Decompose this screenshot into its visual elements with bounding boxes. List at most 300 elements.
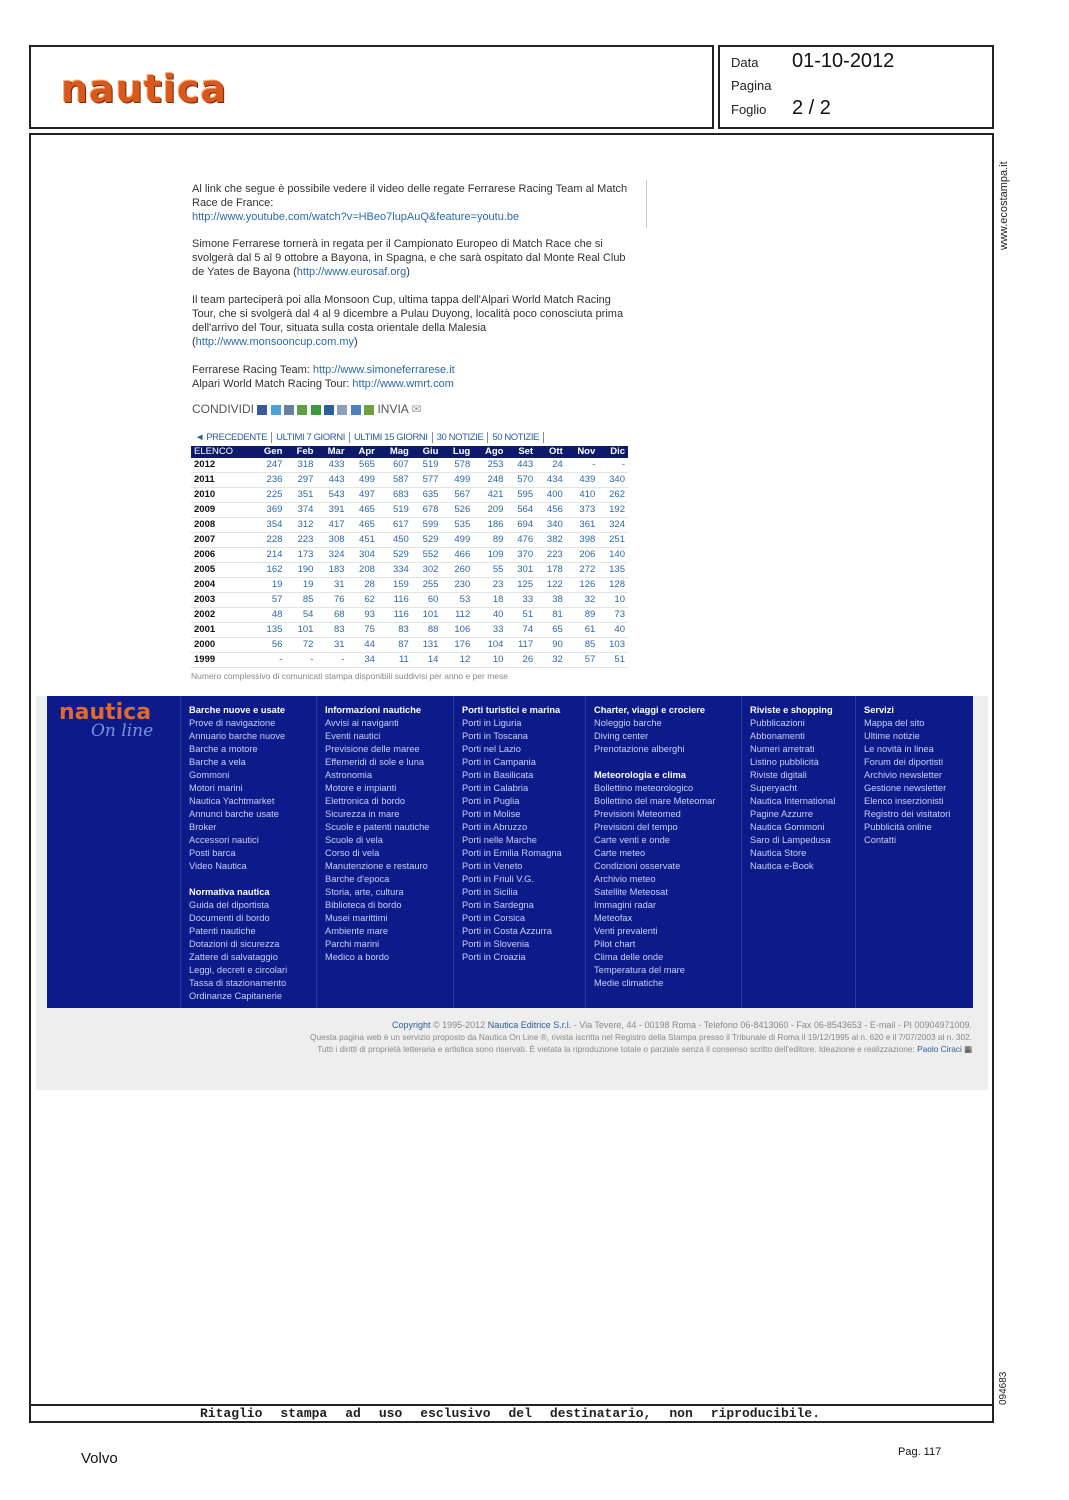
nav-section-heading[interactable]: Porti turistici e marina [462, 705, 561, 715]
nav-link[interactable]: Manutenzione e restauro [325, 861, 428, 871]
count-cell[interactable]: 112 [441, 608, 473, 623]
count-cell[interactable]: 90 [536, 638, 566, 653]
nav-link[interactable]: Prove di navigazione [189, 718, 276, 728]
live-icon[interactable] [351, 405, 361, 415]
google-icon[interactable] [311, 405, 321, 415]
nav-link[interactable]: Barche a motore [189, 744, 258, 754]
count-cell[interactable]: 398 [566, 533, 599, 548]
nav-link[interactable]: Saro di Lampedusa [750, 835, 831, 845]
count-cell[interactable]: 33 [473, 623, 506, 638]
count-cell[interactable]: 56 [252, 638, 285, 653]
count-cell[interactable]: 439 [566, 473, 599, 488]
envelope-icon[interactable]: ✉ [411, 402, 422, 416]
nav-section-heading[interactable]: Charter, viaggi e crociere [594, 705, 706, 715]
nav-link[interactable]: Previsione delle maree [325, 744, 420, 754]
count-cell[interactable]: 369 [252, 503, 285, 518]
count-cell[interactable]: 248 [473, 473, 506, 488]
count-cell[interactable]: 382 [536, 533, 566, 548]
nav-link[interactable]: Porti in Abruzzo [462, 822, 528, 832]
count-cell[interactable]: - [285, 653, 316, 668]
count-cell[interactable]: 68 [316, 608, 347, 623]
nav-link[interactable]: Porti in Toscana [462, 731, 528, 741]
nav-link[interactable]: Porti nel Lazio [462, 744, 521, 754]
nav-link[interactable]: Le novità in linea [864, 744, 934, 754]
count-cell[interactable]: 83 [316, 623, 347, 638]
count-cell[interactable]: 101 [412, 608, 442, 623]
count-cell[interactable]: 214 [252, 548, 285, 563]
count-cell[interactable]: 617 [378, 518, 412, 533]
nav-link[interactable]: Corso di vela [325, 848, 380, 858]
count-cell[interactable]: 19 [285, 578, 316, 593]
nav-link[interactable]: Avvisi ai naviganti [325, 718, 399, 728]
count-cell[interactable]: 24 [536, 458, 566, 473]
count-cell[interactable]: 260 [441, 563, 473, 578]
count-cell[interactable]: 465 [348, 503, 378, 518]
send-label[interactable]: INVIA [377, 402, 409, 416]
count-cell[interactable]: 190 [285, 563, 316, 578]
count-cell[interactable]: 61 [566, 623, 599, 638]
nav-link[interactable]: Eventi nautici [325, 731, 381, 741]
count-cell[interactable]: 308 [316, 533, 347, 548]
count-cell[interactable]: 694 [506, 518, 536, 533]
count-cell[interactable]: 570 [506, 473, 536, 488]
count-cell[interactable]: 361 [566, 518, 599, 533]
count-cell[interactable]: 88 [412, 623, 442, 638]
count-cell[interactable]: 577 [412, 473, 442, 488]
nav-link[interactable]: Ordinanze Capitanerie [189, 991, 283, 1001]
technorati-icon[interactable] [364, 405, 374, 415]
count-cell[interactable]: 62 [348, 593, 378, 608]
count-cell[interactable]: 40 [598, 623, 628, 638]
count-cell[interactable]: 302 [412, 563, 442, 578]
nav-link[interactable]: Pilot chart [594, 939, 636, 949]
count-cell[interactable]: 247 [252, 458, 285, 473]
count-cell[interactable]: 57 [252, 593, 285, 608]
nav-link[interactable]: Porti in Liguria [462, 718, 522, 728]
count-cell[interactable]: 599 [412, 518, 442, 533]
count-cell[interactable]: 595 [506, 488, 536, 503]
count-cell[interactable]: 74 [506, 623, 536, 638]
nav-link[interactable]: Nautica International [750, 796, 836, 806]
nav-link[interactable]: Porti in Veneto [462, 861, 523, 871]
ferrarese-link[interactable]: http://www.simoneferrarese.it [312, 364, 455, 376]
nav-link[interactable]: Nautica Yachtmarket [189, 796, 275, 806]
nav-link[interactable]: Porti in Costa Azzurra [462, 926, 552, 936]
count-cell[interactable]: 135 [598, 563, 628, 578]
nav-link[interactable]: Annunci barche usate [189, 809, 279, 819]
nav-link[interactable]: Annuario barche nuove [189, 731, 286, 741]
nav-link[interactable]: Pubblicazioni [750, 718, 805, 728]
digg-icon[interactable] [324, 405, 334, 415]
nav-link[interactable]: Ultime notizie [864, 731, 920, 741]
nav-section-heading[interactable]: Informazioni nautiche [325, 705, 422, 715]
count-cell[interactable]: 31 [316, 578, 347, 593]
count-cell[interactable]: 236 [252, 473, 285, 488]
count-cell[interactable]: 54 [285, 608, 316, 623]
nav-link[interactable]: Porti in Puglia [462, 796, 520, 806]
nav-link[interactable]: Porti in Croazia [462, 952, 526, 962]
nav-link[interactable]: Barche d'epoca [325, 874, 390, 884]
count-cell[interactable]: 55 [473, 563, 506, 578]
nav-link[interactable]: Biblioteca di bordo [325, 900, 402, 910]
count-cell[interactable]: 93 [348, 608, 378, 623]
nav-link[interactable]: Pubblicità online [864, 822, 932, 832]
count-cell[interactable]: 519 [412, 458, 442, 473]
count-cell[interactable]: 456 [536, 503, 566, 518]
nav-link[interactable]: Scuole e patenti nautiche [325, 822, 430, 832]
count-cell[interactable]: 206 [566, 548, 599, 563]
count-cell[interactable]: 391 [316, 503, 347, 518]
nav-section-heading[interactable]: Servizi [864, 705, 894, 715]
count-cell[interactable]: 340 [536, 518, 566, 533]
nav-link[interactable]: Porti in Molise [462, 809, 521, 819]
count-cell[interactable]: 176 [441, 638, 473, 653]
nav-link[interactable]: Clima delle onde [594, 952, 664, 962]
nav-link[interactable]: Diving center [594, 731, 649, 741]
nav-link[interactable]: Medico a bordo [325, 952, 390, 962]
nav-link[interactable]: Musei marittimi [325, 913, 388, 923]
count-cell[interactable]: 297 [285, 473, 316, 488]
count-cell[interactable]: 162 [252, 563, 285, 578]
count-cell[interactable]: 451 [348, 533, 378, 548]
count-cell[interactable]: 417 [316, 518, 347, 533]
count-cell[interactable]: 400 [536, 488, 566, 503]
count-cell[interactable]: 75 [348, 623, 378, 638]
count-cell[interactable]: 251 [598, 533, 628, 548]
nav-link[interactable]: Porti in Emilia Romagna [462, 848, 562, 858]
nav-link[interactable]: Scuole di vela [325, 835, 383, 845]
nav-link[interactable]: Prenotazione alberghi [594, 744, 685, 754]
nav-link[interactable]: Venti prevalenti [594, 926, 658, 936]
nav-link[interactable]: Gestione newsletter [864, 783, 947, 793]
count-cell[interactable]: 57 [566, 653, 599, 668]
count-cell[interactable]: 76 [316, 593, 347, 608]
nav-link[interactable]: Abbonamenti [750, 731, 805, 741]
count-cell[interactable]: 578 [441, 458, 473, 473]
count-cell[interactable]: 53 [441, 593, 473, 608]
count-cell[interactable]: 38 [536, 593, 566, 608]
count-cell[interactable]: 10 [598, 593, 628, 608]
nav-link[interactable]: Superyacht [750, 783, 798, 793]
count-cell[interactable]: 33 [506, 593, 536, 608]
count-cell[interactable]: 178 [536, 563, 566, 578]
count-cell[interactable]: 683 [378, 488, 412, 503]
nav-link[interactable]: Porti in Basilicata [462, 770, 534, 780]
monsooncup-link[interactable]: http://www.monsooncup.com.my [195, 336, 355, 348]
count-cell[interactable]: 354 [252, 518, 285, 533]
tab-50-news[interactable]: 50 NOTIZIE [488, 432, 544, 443]
count-cell[interactable]: 28 [348, 578, 378, 593]
count-cell[interactable]: 223 [536, 548, 566, 563]
nav-link[interactable]: Bollettino del mare Meteomar [594, 796, 716, 806]
count-cell[interactable]: 519 [378, 503, 412, 518]
count-cell[interactable]: 26 [506, 653, 536, 668]
nav-link[interactable]: Forum dei diportisti [864, 757, 944, 767]
delicious-icon[interactable] [297, 405, 307, 415]
count-cell[interactable]: 499 [348, 473, 378, 488]
count-cell[interactable]: 89 [473, 533, 506, 548]
count-cell[interactable]: 324 [316, 548, 347, 563]
count-cell[interactable]: 374 [285, 503, 316, 518]
count-cell[interactable]: 443 [506, 458, 536, 473]
count-cell[interactable]: 318 [285, 458, 316, 473]
nav-link[interactable]: Pagine Azzurre [750, 809, 814, 819]
nav-section-heading[interactable]: Riviste e shopping [750, 705, 833, 715]
publisher-link[interactable]: Nautica Editrice S.r.l. [487, 1020, 572, 1030]
nav-link[interactable]: Elettronica di bordo [325, 796, 406, 806]
count-cell[interactable]: - [566, 458, 599, 473]
count-cell[interactable]: 301 [506, 563, 536, 578]
count-cell[interactable]: 228 [252, 533, 285, 548]
count-cell[interactable]: - [316, 653, 347, 668]
count-cell[interactable]: 126 [566, 578, 599, 593]
nav-link[interactable]: Previsioni del tempo [594, 822, 678, 832]
nav-section-heading[interactable]: Barche nuove e usate [189, 705, 286, 715]
nav-link[interactable]: Porti in Calabria [462, 783, 529, 793]
count-cell[interactable]: 173 [285, 548, 316, 563]
nav-link[interactable]: Porti in Sicilia [462, 887, 518, 897]
count-cell[interactable]: 499 [441, 473, 473, 488]
count-cell[interactable]: 135 [252, 623, 285, 638]
count-cell[interactable]: 128 [598, 578, 628, 593]
count-cell[interactable]: 564 [506, 503, 536, 518]
count-cell[interactable]: 312 [285, 518, 316, 533]
tab-previous[interactable]: ◄ PRECEDENTE [191, 432, 272, 443]
youtube-link[interactable]: http://www.youtube.com/watch?v=HBeo7lupAuQ&feature=youtu.be [192, 211, 520, 223]
count-cell[interactable]: 255 [412, 578, 442, 593]
nav-link[interactable]: Meteofax [594, 913, 633, 923]
count-cell[interactable]: 87 [378, 638, 412, 653]
author-link[interactable]: Paolo Ciraci [917, 1044, 962, 1054]
nav-link[interactable]: Satellite Meteosat [594, 887, 668, 897]
myspace-icon[interactable] [284, 405, 294, 415]
count-cell[interactable]: 89 [566, 608, 599, 623]
count-cell[interactable]: 324 [598, 518, 628, 533]
count-cell[interactable]: 44 [348, 638, 378, 653]
count-cell[interactable]: - [598, 458, 628, 473]
count-cell[interactable]: 81 [536, 608, 566, 623]
count-cell[interactable]: 434 [536, 473, 566, 488]
nav-link[interactable]: Motore e impianti [325, 783, 397, 793]
nav-link[interactable]: Porti in Friuli V.G. [462, 874, 534, 884]
nav-link[interactable]: Immagini radar [594, 900, 657, 910]
count-cell[interactable]: 32 [566, 593, 599, 608]
count-cell[interactable]: 499 [441, 533, 473, 548]
nav-link[interactable]: Nautica e-Book [750, 861, 814, 871]
nav-link[interactable]: Listino pubblicità [750, 757, 819, 767]
count-cell[interactable]: 565 [348, 458, 378, 473]
count-cell[interactable]: 11 [378, 653, 412, 668]
count-cell[interactable]: 31 [316, 638, 347, 653]
count-cell[interactable]: 443 [316, 473, 347, 488]
nav-link[interactable]: Porti in Slovenia [462, 939, 530, 949]
nav-link[interactable]: Documenti di bordo [189, 913, 270, 923]
count-cell[interactable]: 535 [441, 518, 473, 533]
count-cell[interactable]: 131 [412, 638, 442, 653]
count-cell[interactable]: 410 [566, 488, 599, 503]
eurosaf-link[interactable]: http://www.eurosaf.org [296, 266, 407, 278]
nav-link[interactable]: Nautica Gommoni [750, 822, 825, 832]
count-cell[interactable]: 450 [378, 533, 412, 548]
nav-link[interactable]: Porti in Sardegna [462, 900, 534, 910]
count-cell[interactable]: 466 [441, 548, 473, 563]
count-cell[interactable]: 40 [473, 608, 506, 623]
count-cell[interactable]: 18 [473, 593, 506, 608]
count-cell[interactable]: - [252, 653, 285, 668]
count-cell[interactable]: 14 [412, 653, 442, 668]
count-cell[interactable]: 433 [316, 458, 347, 473]
count-cell[interactable]: 529 [378, 548, 412, 563]
count-cell[interactable]: 10 [473, 653, 506, 668]
count-cell[interactable]: 60 [412, 593, 442, 608]
nav-link[interactable]: Dotazioni di sicurezza [189, 939, 280, 949]
nav-link[interactable]: Elenco inserzionisti [864, 796, 944, 806]
nav-link[interactable]: Mappa del sito [864, 718, 925, 728]
count-cell[interactable]: 351 [285, 488, 316, 503]
facebook-icon[interactable] [257, 405, 267, 415]
count-cell[interactable]: 253 [473, 458, 506, 473]
yahoo-icon[interactable] [337, 405, 347, 415]
nav-link[interactable]: Posti barca [189, 848, 236, 858]
count-cell[interactable]: 587 [378, 473, 412, 488]
nav-link[interactable]: Porti nelle Marche [462, 835, 537, 845]
nav-link[interactable]: Riviste digitali [750, 770, 807, 780]
nautica-online-logo[interactable] [59, 700, 154, 741]
count-cell[interactable]: 12 [441, 653, 473, 668]
nav-link[interactable]: Porti in Campania [462, 757, 536, 767]
count-cell[interactable]: 122 [536, 578, 566, 593]
count-cell[interactable]: 186 [473, 518, 506, 533]
nav-link[interactable]: Porti in Corsica [462, 913, 526, 923]
count-cell[interactable]: 192 [598, 503, 628, 518]
nav-link[interactable]: Previsioni Meteomed [594, 809, 681, 819]
nav-link[interactable]: Astronomia [325, 770, 373, 780]
count-cell[interactable]: 262 [598, 488, 628, 503]
nav-link[interactable]: Ambiente mare [325, 926, 389, 936]
count-cell[interactable]: 529 [412, 533, 442, 548]
nav-link[interactable]: Carte meteo [594, 848, 646, 858]
nav-link[interactable]: Carte venti e onde [594, 835, 670, 845]
count-cell[interactable]: 552 [412, 548, 442, 563]
count-cell[interactable]: 223 [285, 533, 316, 548]
nav-link[interactable]: Parchi marini [325, 939, 380, 949]
count-cell[interactable]: 183 [316, 563, 347, 578]
count-cell[interactable]: 340 [598, 473, 628, 488]
count-cell[interactable]: 497 [348, 488, 378, 503]
nav-link[interactable]: Effemeridi di sole e luna [325, 757, 425, 767]
count-cell[interactable]: 370 [506, 548, 536, 563]
count-cell[interactable]: 32 [536, 653, 566, 668]
nav-link[interactable]: Guida del diportista [189, 900, 270, 910]
nav-section-heading[interactable]: Meteorologia e clima [594, 770, 686, 780]
count-cell[interactable]: 117 [506, 638, 536, 653]
tab-30-news[interactable]: 30 NOTIZIE [433, 432, 489, 443]
count-cell[interactable]: 103 [598, 638, 628, 653]
nav-link[interactable]: Medie climatiche [594, 978, 664, 988]
count-cell[interactable]: 543 [316, 488, 347, 503]
count-cell[interactable]: 208 [348, 563, 378, 578]
copyright-link[interactable]: Copyright [391, 1020, 431, 1030]
tab-last-7-days[interactable]: ULTIMI 7 GIORNI [272, 432, 350, 443]
count-cell[interactable]: 526 [441, 503, 473, 518]
count-cell[interactable]: 476 [506, 533, 536, 548]
count-cell[interactable]: 567 [441, 488, 473, 503]
nav-section-heading[interactable]: Normativa nautica [189, 887, 270, 897]
nav-link[interactable]: Accessori nautici [189, 835, 259, 845]
wmrt-link[interactable]: http://www.wmrt.com [352, 378, 454, 390]
tab-last-15-days[interactable]: ULTIMI 15 GIORNI [350, 432, 433, 443]
count-cell[interactable]: 51 [506, 608, 536, 623]
count-cell[interactable]: 140 [598, 548, 628, 563]
count-cell[interactable]: 678 [412, 503, 442, 518]
count-cell[interactable]: 465 [348, 518, 378, 533]
nav-link[interactable]: Bollettino meteorologico [594, 783, 694, 793]
count-cell[interactable]: 272 [566, 563, 599, 578]
count-cell[interactable]: 116 [378, 593, 412, 608]
count-cell[interactable]: 23 [473, 578, 506, 593]
count-cell[interactable]: 48 [252, 608, 285, 623]
count-cell[interactable]: 607 [378, 458, 412, 473]
nav-link[interactable]: Noleggio barche [594, 718, 662, 728]
count-cell[interactable]: 73 [598, 608, 628, 623]
count-cell[interactable]: 225 [252, 488, 285, 503]
count-cell[interactable]: 106 [441, 623, 473, 638]
count-cell[interactable]: 421 [473, 488, 506, 503]
count-cell[interactable]: 116 [378, 608, 412, 623]
count-cell[interactable]: 72 [285, 638, 316, 653]
nav-link[interactable]: Numeri arretrati [750, 744, 815, 754]
count-cell[interactable]: 85 [285, 593, 316, 608]
count-cell[interactable]: 34 [348, 653, 378, 668]
nav-link[interactable]: Storia, arte, cultura [325, 887, 404, 897]
nav-link[interactable]: Patenti nautiche [189, 926, 256, 936]
nav-link[interactable]: Nautica Store [750, 848, 807, 858]
count-cell[interactable]: 159 [378, 578, 412, 593]
count-cell[interactable]: 334 [378, 563, 412, 578]
count-cell[interactable]: 109 [473, 548, 506, 563]
nav-link[interactable]: Gommoni [189, 770, 230, 780]
nav-link[interactable]: Archivio newsletter [864, 770, 943, 780]
count-cell[interactable]: 304 [348, 548, 378, 563]
nav-link[interactable]: Tassa di stazionamento [189, 978, 287, 988]
nav-link[interactable]: Sicurezza in mare [325, 809, 400, 819]
nav-link[interactable]: Motori marini [189, 783, 243, 793]
nav-link[interactable]: Broker [189, 822, 217, 832]
count-cell[interactable]: 83 [378, 623, 412, 638]
count-cell[interactable]: 85 [566, 638, 599, 653]
column-header-elenco[interactable]: ELENCO [191, 446, 252, 458]
count-cell[interactable]: 104 [473, 638, 506, 653]
nav-link[interactable]: Zattere di salvataggio [189, 952, 278, 962]
count-cell[interactable]: 101 [285, 623, 316, 638]
count-cell[interactable]: 373 [566, 503, 599, 518]
nav-link[interactable]: Contatti [864, 835, 897, 845]
count-cell[interactable]: 51 [598, 653, 628, 668]
count-cell[interactable]: 209 [473, 503, 506, 518]
count-cell[interactable]: 19 [252, 578, 285, 593]
nav-link[interactable]: Temperatura del mare [594, 965, 685, 975]
count-cell[interactable]: 125 [506, 578, 536, 593]
nav-link[interactable]: Barche a vela [189, 757, 246, 767]
nav-link[interactable]: Leggi, decreti e circolari [189, 965, 288, 975]
nav-link[interactable]: Video Nautica [189, 861, 247, 871]
twitter-icon[interactable] [271, 405, 281, 415]
nav-link[interactable]: Registro dei visitatori [864, 809, 951, 819]
count-cell[interactable]: 230 [441, 578, 473, 593]
nav-link[interactable]: Archivio meteo [594, 874, 656, 884]
count-cell[interactable]: 65 [536, 623, 566, 638]
count-cell[interactable]: 635 [412, 488, 442, 503]
